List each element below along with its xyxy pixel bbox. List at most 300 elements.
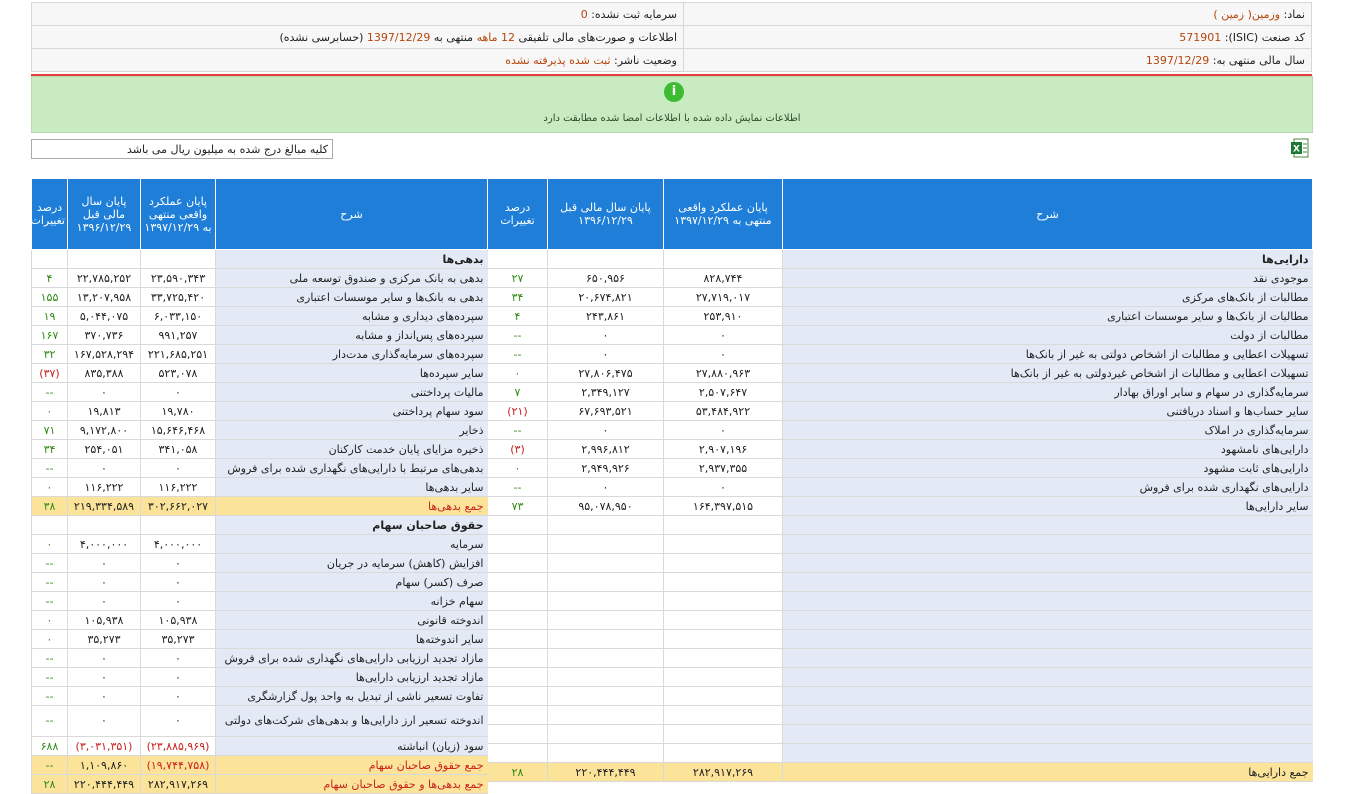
empty-cell bbox=[664, 668, 783, 687]
row-description: سپرده‌های پس‌انداز و مشابه bbox=[216, 326, 488, 345]
table-row bbox=[488, 402, 1313, 421]
table-row bbox=[488, 440, 1313, 459]
row-previous-value: ۲۲۰,۴۴۴,۴۴۹ bbox=[548, 763, 664, 782]
row-current-value: ۳۵,۲۷۳ bbox=[141, 630, 216, 649]
table-row bbox=[32, 737, 488, 756]
total-row bbox=[488, 763, 1313, 782]
empty-cell bbox=[488, 649, 548, 668]
row-current-value: ۰ bbox=[664, 421, 783, 440]
table-row bbox=[488, 459, 1313, 478]
row-current-value: ۰ bbox=[141, 554, 216, 573]
symbol-value[interactable]: وزمین( زمین ) bbox=[1213, 7, 1281, 21]
empty-cell bbox=[141, 516, 216, 535]
empty-cell bbox=[548, 687, 664, 706]
table-row bbox=[488, 307, 1313, 326]
row-description: اندوخته قانونی bbox=[216, 611, 488, 630]
table-row bbox=[488, 478, 1313, 497]
blank-row bbox=[488, 611, 1313, 630]
row-description: سرمایه‌گذاری در املاک bbox=[783, 421, 1313, 440]
row-current-value: ۰ bbox=[664, 345, 783, 364]
section-title: بدهی‌ها bbox=[216, 250, 488, 269]
row-previous-value: ۰ bbox=[68, 383, 141, 402]
assets-table bbox=[487, 178, 1313, 782]
row-previous-value: ۰ bbox=[68, 687, 141, 706]
row-current-value: ۰ bbox=[141, 459, 216, 478]
empty-cell bbox=[548, 573, 664, 592]
empty-cell bbox=[664, 706, 783, 725]
row-change-percent: ۲۸ bbox=[32, 775, 68, 794]
row-previous-value: ۰ bbox=[68, 668, 141, 687]
col-current-header: پایان عملکرد واقعی منتهی به ۱۳۹۷/۱۲/۲۹ bbox=[141, 179, 216, 250]
empty-cell bbox=[664, 744, 783, 763]
row-current-value: ۲,۹۳۷,۳۵۵ bbox=[664, 459, 783, 478]
empty-cell bbox=[548, 611, 664, 630]
empty-cell bbox=[488, 573, 548, 592]
row-description: مالیات پرداختنی bbox=[216, 383, 488, 402]
row-description: ذخایر bbox=[216, 421, 488, 440]
row-description: تسهیلات اعطایی و مطالبات از اشخاص غیردولتی به غیر از بانک‌ها bbox=[783, 364, 1313, 383]
row-change-percent: (۲۱) bbox=[488, 402, 548, 421]
row-current-value: ۳۴۱,۰۵۸ bbox=[141, 440, 216, 459]
row-change-percent: -- bbox=[32, 756, 68, 775]
blank-row bbox=[488, 668, 1313, 687]
empty-cell bbox=[488, 630, 548, 649]
row-current-value: ۲۳,۵۹۰,۳۴۳ bbox=[141, 269, 216, 288]
row-previous-value: ۰ bbox=[68, 592, 141, 611]
row-change-percent: ۷۱ bbox=[32, 421, 68, 440]
unregistered-capital-label: سرمایه ثبت نشده: bbox=[591, 7, 677, 21]
empty-cell bbox=[664, 725, 783, 744]
empty-cell bbox=[548, 516, 664, 535]
table-row bbox=[32, 269, 488, 288]
table-row bbox=[32, 459, 488, 478]
empty-cell bbox=[32, 516, 68, 535]
table-row bbox=[32, 421, 488, 440]
row-previous-value: ۲,۳۴۹,۱۲۷ bbox=[548, 383, 664, 402]
row-description: بدهی به بانک‌ها و سایر موسسات اعتباری bbox=[216, 288, 488, 307]
table-row bbox=[32, 687, 488, 706]
row-change-percent: -- bbox=[488, 478, 548, 497]
blank-row bbox=[488, 725, 1313, 744]
empty-cell bbox=[488, 668, 548, 687]
empty-cell bbox=[664, 687, 783, 706]
total-row bbox=[32, 775, 488, 794]
row-change-percent: ۳۲ bbox=[32, 345, 68, 364]
empty-cell bbox=[783, 687, 1313, 706]
table-row bbox=[488, 497, 1313, 516]
blank-row bbox=[488, 535, 1313, 554]
row-current-value: ۶,۰۳۳,۱۵۰ bbox=[141, 307, 216, 326]
row-previous-value: ۹۵,۰۷۸,۹۵۰ bbox=[548, 497, 664, 516]
section-header-row bbox=[488, 250, 1313, 269]
empty-cell bbox=[488, 706, 548, 725]
row-change-percent: ۷ bbox=[488, 383, 548, 402]
row-change-percent: -- bbox=[488, 421, 548, 440]
row-previous-value: ۰ bbox=[548, 478, 664, 497]
row-change-percent: (۳۷) bbox=[32, 364, 68, 383]
row-previous-value: ۰ bbox=[68, 706, 141, 737]
row-description: بدهی به بانک مرکزی و صندوق توسعه ملی bbox=[216, 269, 488, 288]
empty-cell bbox=[488, 611, 548, 630]
row-previous-value: ۰ bbox=[548, 421, 664, 440]
unregistered-capital-cell bbox=[32, 3, 684, 26]
empty-cell bbox=[664, 611, 783, 630]
empty-cell bbox=[68, 516, 141, 535]
row-description: تسهیلات اعطایی و مطالبات از اشخاص دولتی به غیر از بانک‌ها bbox=[783, 345, 1313, 364]
row-previous-value: ۰ bbox=[68, 649, 141, 668]
row-previous-value: ۱۰۵,۹۳۸ bbox=[68, 611, 141, 630]
row-description: سود (زیان) انباشته bbox=[216, 737, 488, 756]
report-title: اطلاعات و صورت‌های مالی تلفیقی bbox=[518, 30, 677, 44]
row-previous-value: ۰ bbox=[68, 459, 141, 478]
row-current-value: ۴,۰۰۰,۰۰۰ bbox=[141, 535, 216, 554]
section-title: حقوق صاحبان سهام bbox=[216, 516, 488, 535]
row-previous-value: ۲۷,۸۰۶,۴۷۵ bbox=[548, 364, 664, 383]
row-description: سایر حساب‌ها و اسناد دریافتنی bbox=[783, 402, 1313, 421]
row-previous-value: ۲۵۴,۰۵۱ bbox=[68, 440, 141, 459]
empty-cell bbox=[548, 649, 664, 668]
empty-cell bbox=[783, 573, 1313, 592]
row-change-percent: -- bbox=[32, 554, 68, 573]
blank-row bbox=[488, 516, 1313, 535]
row-description: مطالبات از دولت bbox=[783, 326, 1313, 345]
table-row bbox=[32, 440, 488, 459]
empty-cell bbox=[32, 250, 68, 269]
table-row bbox=[488, 364, 1313, 383]
col-desc-header: شرح bbox=[783, 179, 1313, 250]
empty-cell bbox=[783, 630, 1313, 649]
empty-cell bbox=[548, 725, 664, 744]
notice-message: اطلاعات نمایش داده شده با اطلاعات امضا شده مطابقت دارد bbox=[543, 113, 801, 124]
row-previous-value: ۲۲,۷۸۵,۲۵۲ bbox=[68, 269, 141, 288]
row-previous-value: ۹,۱۷۲,۸۰۰ bbox=[68, 421, 141, 440]
row-description: مازاد تجدید ارزیابی دارایی‌های نگهداری شده برای فروش bbox=[216, 649, 488, 668]
row-previous-value: ۱۱۶,۲۲۲ bbox=[68, 478, 141, 497]
row-change-percent: -- bbox=[32, 573, 68, 592]
row-previous-value: ۳۷۰,۷۳۶ bbox=[68, 326, 141, 345]
row-description: جمع حقوق صاحبان سهام bbox=[216, 756, 488, 775]
row-description: ذخیره مزایای پایان خدمت کارکنان bbox=[216, 440, 488, 459]
col-current-header: پایان عملکرد واقعی منتهی به ۱۳۹۷/۱۲/۲۹ bbox=[664, 179, 783, 250]
row-previous-value: ۸۳۵,۳۸۸ bbox=[68, 364, 141, 383]
empty-cell bbox=[548, 250, 664, 269]
row-previous-value: ۲۲۰,۴۴۴,۴۴۹ bbox=[68, 775, 141, 794]
row-current-value: ۰ bbox=[141, 668, 216, 687]
isic-value: 571901 bbox=[1179, 30, 1222, 44]
empty-cell bbox=[783, 649, 1313, 668]
table-row bbox=[488, 421, 1313, 440]
publisher-status-value: ثبت شده پذیرفته نشده bbox=[505, 53, 611, 67]
row-description: مازاد تجدید ارزیابی دارایی‌ها bbox=[216, 668, 488, 687]
verification-notice bbox=[31, 76, 1313, 133]
blank-row bbox=[488, 554, 1313, 573]
table-row bbox=[32, 630, 488, 649]
row-description: مطالبات از بانک‌های مرکزی bbox=[783, 288, 1313, 307]
empty-cell bbox=[783, 611, 1313, 630]
fiscal-year-value: 1397/12/29 bbox=[1145, 53, 1210, 67]
row-current-value: ۰ bbox=[141, 706, 216, 737]
report-audit-status: (حسابرسی نشده) bbox=[279, 30, 364, 44]
row-current-value: ۳۳,۷۲۵,۴۲۰ bbox=[141, 288, 216, 307]
row-change-percent: ۶۸۸ bbox=[32, 737, 68, 756]
row-change-percent: ۰ bbox=[32, 630, 68, 649]
section-header-row bbox=[32, 250, 488, 269]
row-current-value: (۱۹,۷۴۴,۷۵۸) bbox=[141, 756, 216, 775]
total-row bbox=[32, 756, 488, 775]
row-description: سپرده‌های دیداری و مشابه bbox=[216, 307, 488, 326]
empty-cell bbox=[548, 592, 664, 611]
table-row bbox=[32, 592, 488, 611]
empty-cell bbox=[664, 554, 783, 573]
row-change-percent: -- bbox=[32, 649, 68, 668]
fiscal-year-cell bbox=[684, 49, 1312, 72]
empty-cell bbox=[548, 535, 664, 554]
empty-cell bbox=[488, 554, 548, 573]
table-row bbox=[32, 611, 488, 630]
blank-row bbox=[488, 630, 1313, 649]
empty-cell bbox=[488, 592, 548, 611]
section-title: دارایی‌ها bbox=[783, 250, 1313, 269]
table-row bbox=[488, 383, 1313, 402]
row-change-percent: ۰ bbox=[488, 364, 548, 383]
row-previous-value: ۴,۰۰۰,۰۰۰ bbox=[68, 535, 141, 554]
row-current-value: ۱۶۴,۳۹۷,۵۱۵ bbox=[664, 497, 783, 516]
empty-cell bbox=[783, 554, 1313, 573]
report-title-cell bbox=[32, 26, 684, 49]
col-previous-header: پایان سال مالی قبل ۱۳۹۶/۱۲/۲۹ bbox=[68, 179, 141, 250]
row-description: دارایی‌های ثابت مشهود bbox=[783, 459, 1313, 478]
empty-cell bbox=[548, 554, 664, 573]
table-row bbox=[488, 326, 1313, 345]
empty-cell bbox=[488, 744, 548, 763]
row-change-percent: -- bbox=[32, 668, 68, 687]
row-description: سایر سپرده‌ها bbox=[216, 364, 488, 383]
table-row bbox=[32, 326, 488, 345]
company-info-table bbox=[31, 2, 1312, 72]
row-change-percent: ۳۸ bbox=[32, 497, 68, 516]
section-header-row bbox=[32, 516, 488, 535]
row-change-percent: ۰ bbox=[488, 459, 548, 478]
row-current-value: ۰ bbox=[141, 649, 216, 668]
row-current-value: ۲۷,۸۸۰,۹۶۳ bbox=[664, 364, 783, 383]
table-row bbox=[32, 668, 488, 687]
row-change-percent: -- bbox=[32, 706, 68, 737]
row-change-percent: ۴ bbox=[488, 307, 548, 326]
row-description: سایر اندوخته‌ها bbox=[216, 630, 488, 649]
row-current-value: ۸۲۸,۷۴۴ bbox=[664, 269, 783, 288]
row-previous-value: ۱۹,۸۱۳ bbox=[68, 402, 141, 421]
row-description: جمع بدهی‌ها و حقوق صاحبان سهام bbox=[216, 775, 488, 794]
liabilities-equity-table bbox=[31, 178, 488, 794]
row-current-value: ۲۸۲,۹۱۷,۲۶۹ bbox=[664, 763, 783, 782]
table-row bbox=[32, 383, 488, 402]
row-description: موجودی نقد bbox=[783, 269, 1313, 288]
blank-row bbox=[488, 744, 1313, 763]
empty-cell bbox=[783, 668, 1313, 687]
row-current-value: ۹۹۱,۲۵۷ bbox=[141, 326, 216, 345]
empty-cell bbox=[141, 250, 216, 269]
row-change-percent: (۳) bbox=[488, 440, 548, 459]
row-previous-value: ۵,۰۴۴,۰۷۵ bbox=[68, 307, 141, 326]
row-change-percent: ۱۵۵ bbox=[32, 288, 68, 307]
row-previous-value: ۲,۹۹۶,۸۱۲ bbox=[548, 440, 664, 459]
row-change-percent: -- bbox=[488, 326, 548, 345]
row-description: افزایش (کاهش) سرمایه در جریان bbox=[216, 554, 488, 573]
unregistered-capital-value: 0 bbox=[580, 7, 588, 21]
empty-cell bbox=[664, 516, 783, 535]
table-row bbox=[32, 573, 488, 592]
symbol-cell bbox=[684, 3, 1312, 26]
row-current-value: ۲,۹۰۷,۱۹۶ bbox=[664, 440, 783, 459]
row-change-percent: ۰ bbox=[32, 611, 68, 630]
info-icon: i bbox=[664, 82, 684, 102]
row-previous-value: ۲۰,۶۷۴,۸۲۱ bbox=[548, 288, 664, 307]
row-previous-value: ۰ bbox=[548, 345, 664, 364]
row-current-value: ۰ bbox=[141, 383, 216, 402]
row-change-percent: ۰ bbox=[32, 478, 68, 497]
row-current-value: ۰ bbox=[141, 573, 216, 592]
row-current-value: ۲۷,۷۱۹,۰۱۷ bbox=[664, 288, 783, 307]
empty-cell bbox=[664, 630, 783, 649]
empty-cell bbox=[488, 250, 548, 269]
empty-cell bbox=[488, 516, 548, 535]
empty-cell bbox=[548, 744, 664, 763]
row-change-percent: ۱۹ bbox=[32, 307, 68, 326]
row-current-value: ۱۵,۶۴۶,۴۶۸ bbox=[141, 421, 216, 440]
row-previous-value: ۲۱۹,۳۳۴,۵۸۹ bbox=[68, 497, 141, 516]
blank-row bbox=[488, 573, 1313, 592]
row-current-value: (۲۳,۸۸۵,۹۶۹) bbox=[141, 737, 216, 756]
row-current-value: ۵۲۳,۰۷۸ bbox=[141, 364, 216, 383]
blank-row bbox=[488, 706, 1313, 725]
row-previous-value: ۲,۹۴۹,۹۲۶ bbox=[548, 459, 664, 478]
row-change-percent: -- bbox=[32, 383, 68, 402]
report-date: 1397/12/29 bbox=[366, 30, 431, 44]
isic-cell bbox=[684, 26, 1312, 49]
svg-text:X: X bbox=[1293, 144, 1300, 155]
row-change-percent: ۲۸ bbox=[488, 763, 548, 782]
empty-cell bbox=[664, 649, 783, 668]
row-current-value: ۱۹,۷۸۰ bbox=[141, 402, 216, 421]
row-current-value: ۳۰۲,۶۶۲,۰۲۷ bbox=[141, 497, 216, 516]
row-previous-value: ۰ bbox=[68, 573, 141, 592]
row-previous-value: ۶۵۰,۹۵۶ bbox=[548, 269, 664, 288]
fiscal-year-label: سال مالی منتهی به: bbox=[1212, 53, 1305, 67]
row-description: بدهی‌های مرتبط با دارایی‌های نگهداری شده برای فروش bbox=[216, 459, 488, 478]
table-row bbox=[32, 478, 488, 497]
row-previous-value: ۱۳,۲۰۷,۹۵۸ bbox=[68, 288, 141, 307]
empty-cell bbox=[664, 535, 783, 554]
row-previous-value: ۰ bbox=[68, 554, 141, 573]
empty-cell bbox=[783, 725, 1313, 744]
excel-icon[interactable] bbox=[1291, 138, 1309, 158]
row-previous-value: ۱۶۷,۵۲۸,۲۹۴ bbox=[68, 345, 141, 364]
empty-cell bbox=[783, 516, 1313, 535]
unit-note: کلیه مبالغ درج شده به میلیون ریال می باشد bbox=[31, 139, 333, 159]
publisher-status-label: وضعیت ناشر: bbox=[614, 53, 677, 67]
row-change-percent: -- bbox=[32, 687, 68, 706]
publisher-status-cell bbox=[32, 49, 684, 72]
row-description: سود سهام پرداختنی bbox=[216, 402, 488, 421]
empty-cell bbox=[548, 668, 664, 687]
row-current-value: ۵۳,۴۸۴,۹۲۲ bbox=[664, 402, 783, 421]
col-change-header: درصد تغییرات bbox=[488, 179, 548, 250]
row-change-percent: ۱۶۷ bbox=[32, 326, 68, 345]
row-change-percent: ۲۷ bbox=[488, 269, 548, 288]
row-description: مطالبات از بانک‌ها و سایر موسسات اعتباری bbox=[783, 307, 1313, 326]
row-change-percent: ۳۴ bbox=[488, 288, 548, 307]
table-row bbox=[32, 402, 488, 421]
row-description: صرف (کسر) سهام bbox=[216, 573, 488, 592]
row-current-value: ۱۰۵,۹۳۸ bbox=[141, 611, 216, 630]
row-current-value: ۲۲۱,۶۸۵,۲۵۱ bbox=[141, 345, 216, 364]
row-description: جمع بدهی‌ها bbox=[216, 497, 488, 516]
row-description: دارایی‌های نگهداری شده برای فروش bbox=[783, 478, 1313, 497]
row-previous-value: ۱,۱۰۹,۸۶۰ bbox=[68, 756, 141, 775]
table-row bbox=[488, 288, 1313, 307]
row-previous-value: ۲۴۳,۸۶۱ bbox=[548, 307, 664, 326]
row-description: اندوخته تسعیر ارز دارایی‌ها و بدهی‌های شرکت‌های دولتی bbox=[216, 706, 488, 737]
col-change-header: درصد تغییرات bbox=[32, 179, 68, 250]
table-row bbox=[32, 345, 488, 364]
row-previous-value: ۳۵,۲۷۳ bbox=[68, 630, 141, 649]
table-row bbox=[32, 364, 488, 383]
row-description: سایر بدهی‌ها bbox=[216, 478, 488, 497]
symbol-label: نماد: bbox=[1283, 7, 1305, 21]
empty-cell bbox=[68, 250, 141, 269]
empty-cell bbox=[488, 725, 548, 744]
blank-row bbox=[488, 592, 1313, 611]
blank-row bbox=[488, 649, 1313, 668]
blank-row bbox=[488, 687, 1313, 706]
table-row bbox=[32, 307, 488, 326]
empty-cell bbox=[664, 573, 783, 592]
row-change-percent: ۳۴ bbox=[32, 440, 68, 459]
row-description: جمع دارایی‌ها bbox=[783, 763, 1313, 782]
row-current-value: ۰ bbox=[141, 592, 216, 611]
total-row bbox=[32, 497, 488, 516]
report-title-mid: منتهی به bbox=[433, 30, 474, 44]
empty-cell bbox=[783, 744, 1313, 763]
row-description: تفاوت تسعیر ناشی از تبدیل به واحد پول گزارشگری bbox=[216, 687, 488, 706]
row-description: سایر دارایی‌ها bbox=[783, 497, 1313, 516]
table-row bbox=[32, 554, 488, 573]
row-current-value: ۱۱۶,۲۲۲ bbox=[141, 478, 216, 497]
table-row bbox=[488, 269, 1313, 288]
report-period: 12 ماهه bbox=[476, 30, 516, 44]
row-description: سرمایه bbox=[216, 535, 488, 554]
row-description: دارایی‌های نامشهود bbox=[783, 440, 1313, 459]
table-row bbox=[32, 535, 488, 554]
empty-cell bbox=[664, 250, 783, 269]
isic-label: کد صنعت (ISIC): bbox=[1224, 30, 1305, 44]
row-current-value: ۰ bbox=[664, 326, 783, 345]
col-previous-header: پایان سال مالی قبل ۱۳۹۶/۱۲/۲۹ bbox=[548, 179, 664, 250]
row-description: سپرده‌های سرمایه‌گذاری مدت‌دار bbox=[216, 345, 488, 364]
row-current-value: ۰ bbox=[141, 687, 216, 706]
row-previous-value: (۳,۰۳۱,۳۵۱) bbox=[68, 737, 141, 756]
row-current-value: ۲۸۲,۹۱۷,۲۶۹ bbox=[141, 775, 216, 794]
col-desc-header: شرح bbox=[216, 179, 488, 250]
table-row bbox=[32, 649, 488, 668]
table-row bbox=[488, 345, 1313, 364]
row-current-value: ۰ bbox=[664, 478, 783, 497]
row-change-percent: -- bbox=[32, 459, 68, 478]
table-row bbox=[32, 288, 488, 307]
empty-cell bbox=[488, 535, 548, 554]
empty-cell bbox=[548, 706, 664, 725]
row-current-value: ۲,۵۰۷,۶۴۷ bbox=[664, 383, 783, 402]
